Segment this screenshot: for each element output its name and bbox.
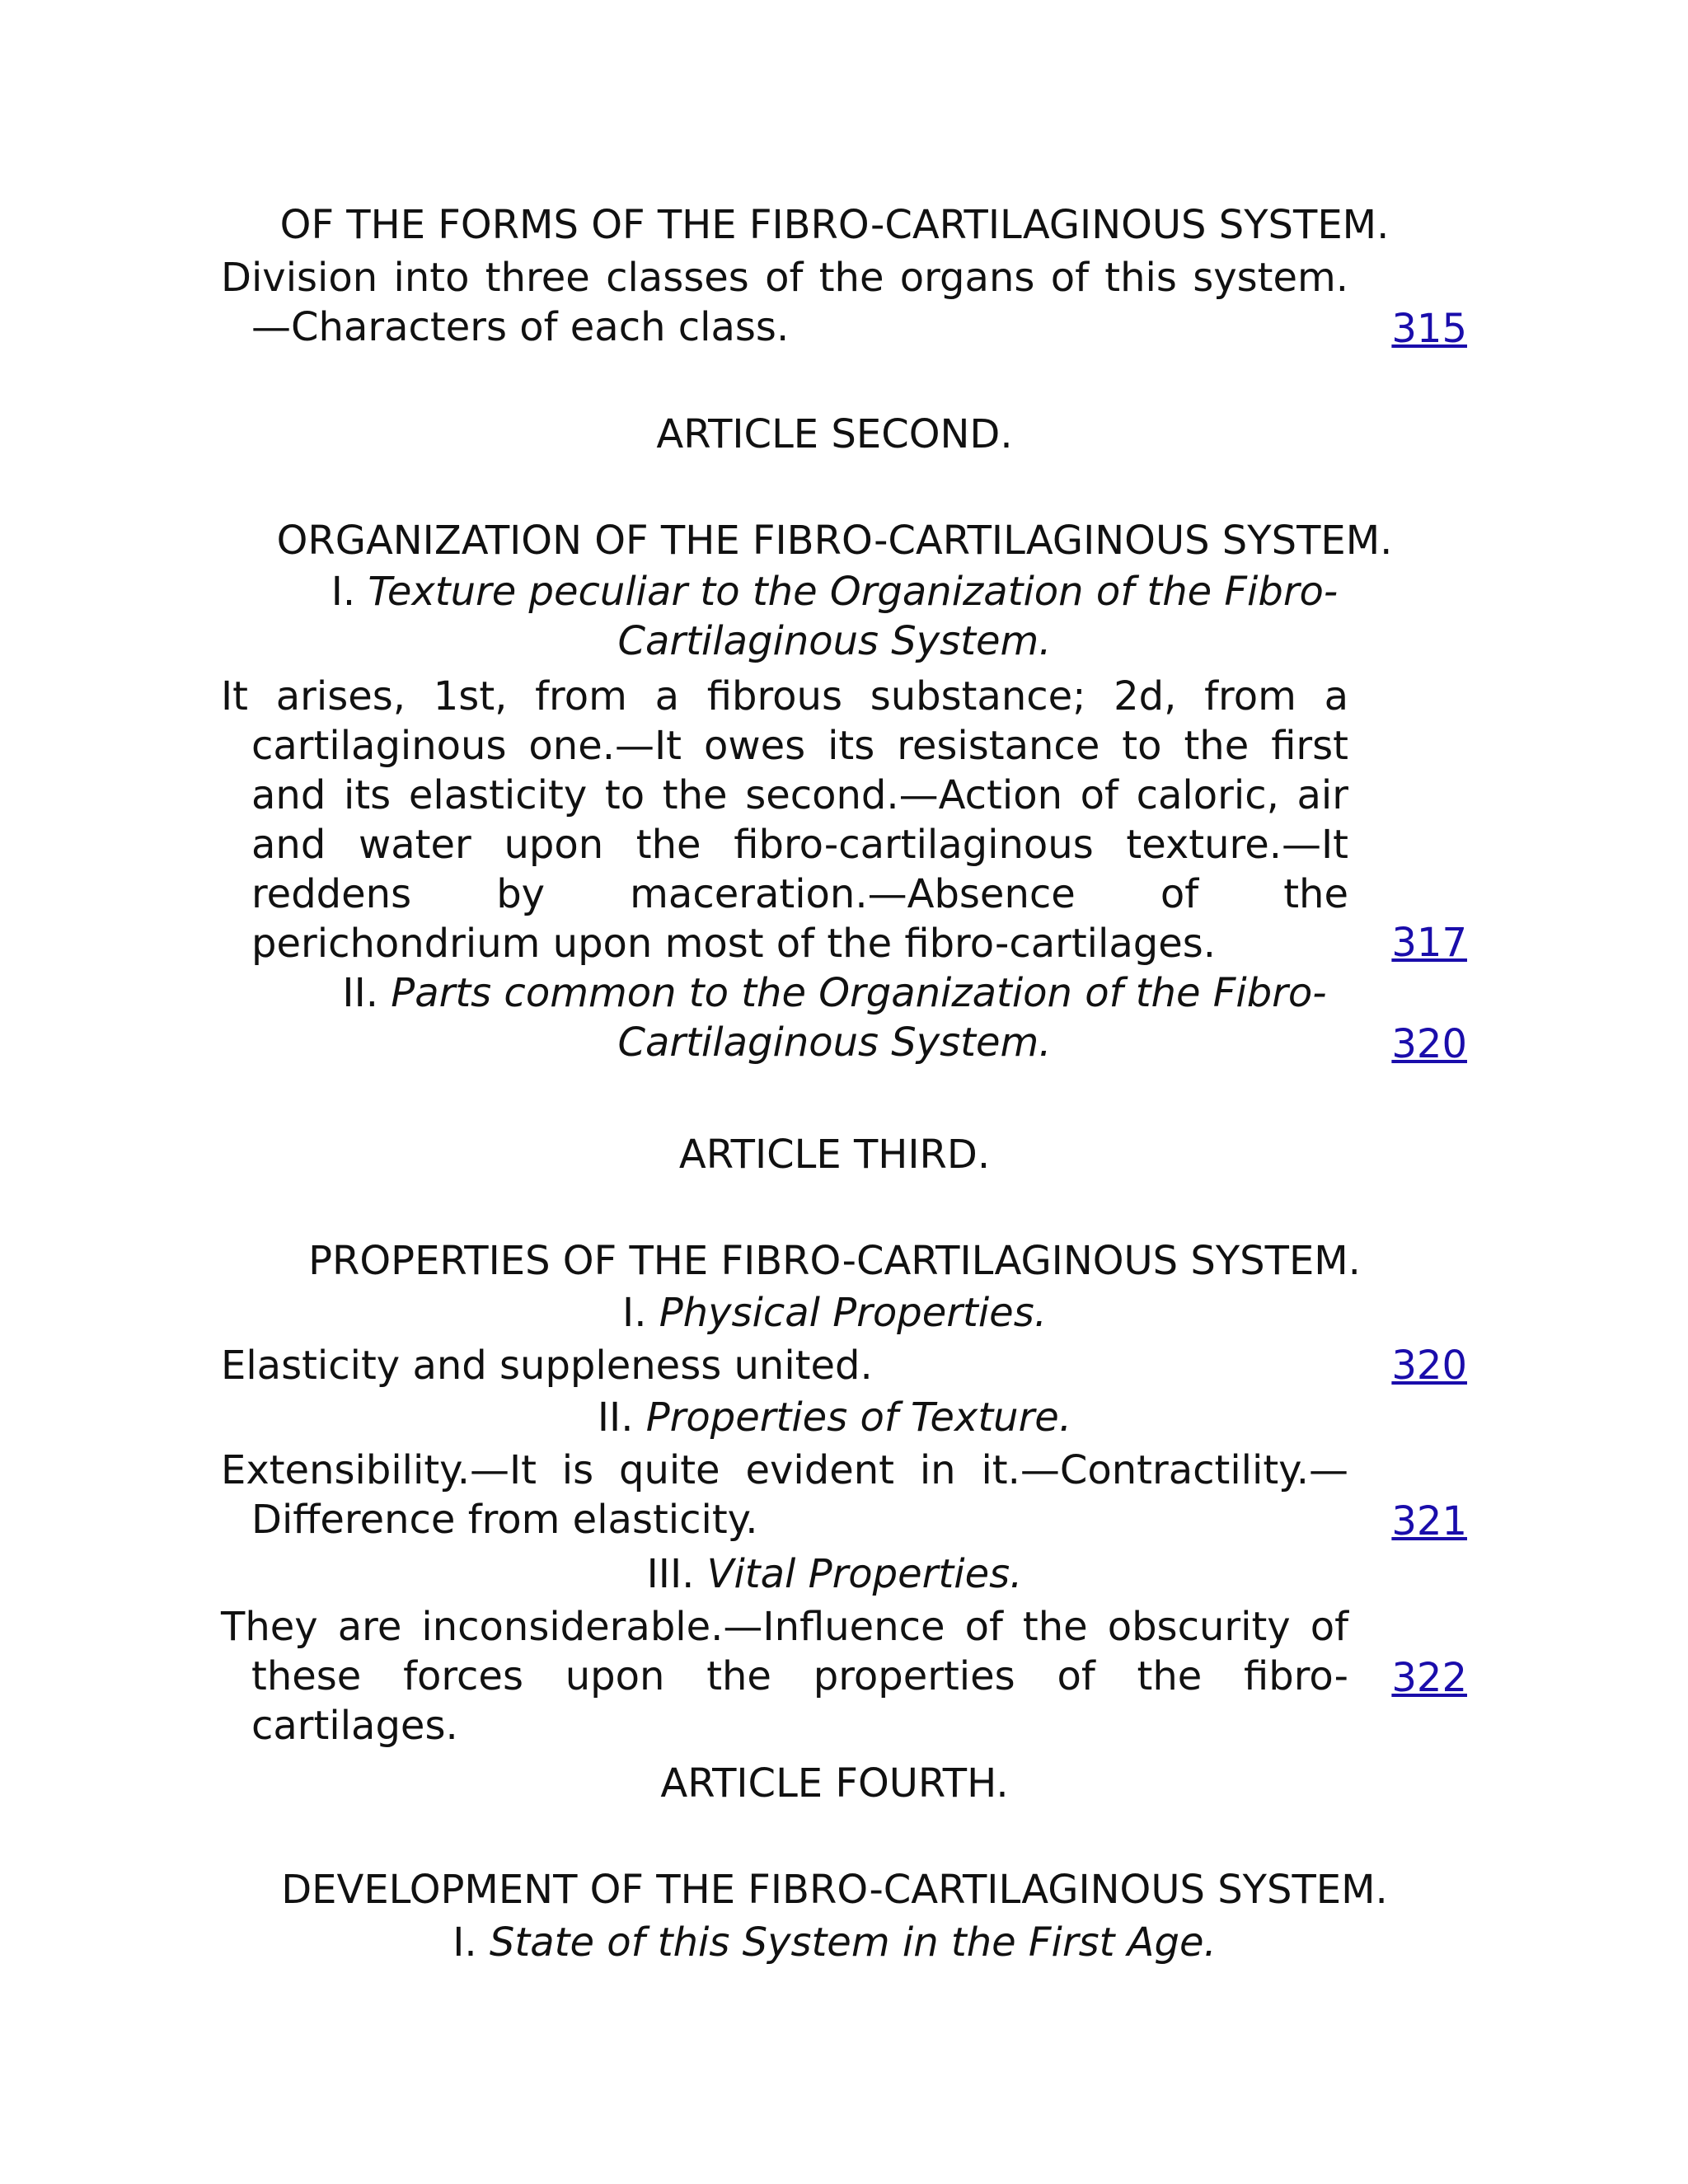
subheading-title: Texture peculiar to the Organization of the Fibro-Cartilaginous System. bbox=[368, 569, 1339, 664]
subheading-number: III. bbox=[646, 1551, 695, 1597]
article-fourth-label: ARTICLE FOURTH. bbox=[660, 1760, 1009, 1807]
subheading-number: II. bbox=[342, 970, 378, 1016]
subheading-title: Physical Properties. bbox=[659, 1290, 1047, 1336]
toc-entry-inconsiderable: They are inconsiderable.—Influence of the obscurity of these forces upon the properties of the fibro-cartilages. bbox=[221, 1604, 1348, 1749]
article-third-label: ARTICLE THIRD. bbox=[678, 1132, 991, 1178]
page-link-317[interactable]: 317 bbox=[1391, 920, 1467, 966]
subheading-number: II. bbox=[597, 1394, 634, 1441]
subheading-title: Parts common to the Organization of the Fibro-Cartilaginous System. bbox=[391, 970, 1327, 1066]
subheading-number: I. bbox=[622, 1290, 647, 1336]
toc-entry-division: Division into three classes of the organs of this system.—Characters of each class. bbox=[221, 255, 1348, 350]
subheading-texture bbox=[221, 567, 1448, 666]
article-second-label: ARTICLE SECOND. bbox=[656, 411, 1013, 457]
page-link-322[interactable]: 322 bbox=[1391, 1655, 1467, 1701]
subheading-title: Properties of Texture. bbox=[645, 1394, 1072, 1441]
subheading-texture-properties bbox=[221, 1393, 1448, 1442]
section-heading-development: DEVELOPMENT OF THE FIBRO-CARTILAGINOUS SYSTEM. bbox=[281, 1867, 1388, 1913]
subheading-physical bbox=[221, 1288, 1448, 1338]
subheading-first-age bbox=[221, 1918, 1448, 1967]
section-heading-organization: ORGANIZATION OF THE FIBRO-CARTILAGINOUS SYSTEM. bbox=[276, 518, 1393, 564]
subheading-number: I. bbox=[452, 1919, 477, 1966]
page-link-320-b[interactable]: 320 bbox=[1391, 1343, 1467, 1389]
subheading-number: I. bbox=[331, 569, 356, 615]
subheading-title: State of this System in the First Age. bbox=[489, 1919, 1217, 1966]
page-link-315[interactable]: 315 bbox=[1391, 306, 1467, 352]
subheading-parts-common bbox=[303, 968, 1366, 1067]
subheading-vital bbox=[221, 1549, 1448, 1599]
page-link-320[interactable]: 320 bbox=[1391, 1021, 1467, 1067]
toc-entry-elasticity: Elasticity and suppleness united. bbox=[221, 1343, 873, 1389]
section-heading-properties: PROPERTIES OF THE FIBRO-CARTILAGINOUS SYSTEM. bbox=[308, 1238, 1361, 1284]
toc-entry-extensibility: Extensibility.—It is quite evident in it.—Contractility.—Difference from elasticity. bbox=[221, 1447, 1348, 1543]
toc-entry-arises: It arises, 1st, from a fibrous substance; 2d, from a cartilaginous one.—It owes its resistance to the first and its elasticity to the second.—Action of caloric, air and water upon the fibro-cartilaginous texture.—It reddens by maceration.—Absence of the perichondrium upon most of the fibro-cartilages. bbox=[221, 673, 1348, 967]
subheading-title: Vital Properties. bbox=[706, 1551, 1023, 1597]
section-heading-forms: OF THE FORMS OF THE FIBRO-CARTILAGINOUS SYSTEM. bbox=[279, 202, 1390, 248]
page-link-321[interactable]: 321 bbox=[1391, 1498, 1467, 1544]
